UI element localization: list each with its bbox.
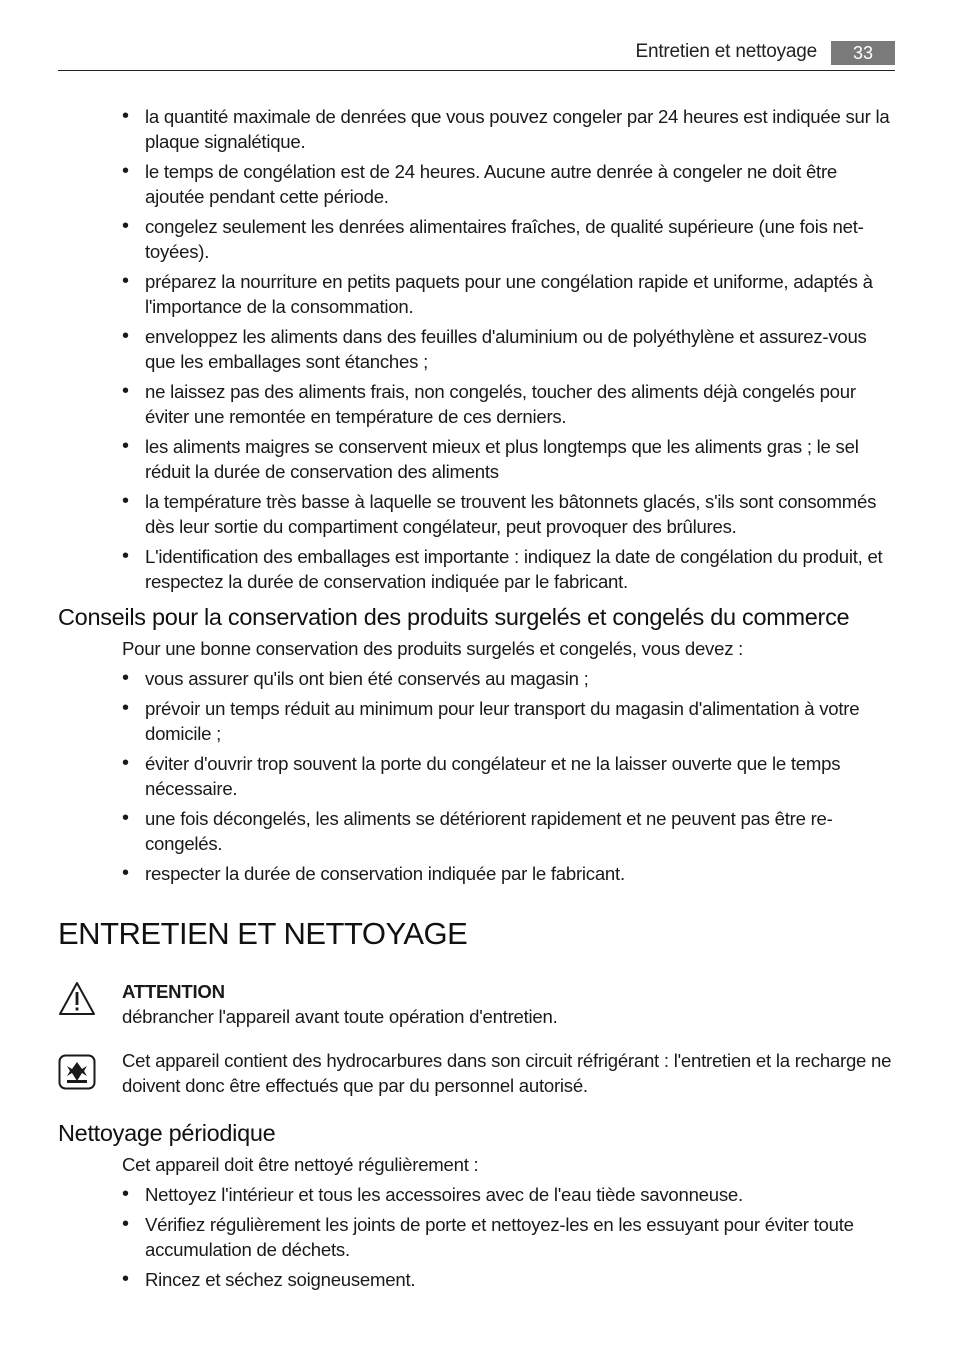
list-item: • enveloppez les aliments dans des feuilles d'aluminium ou de polyéthylène et assurez-vous que les emballages sont étanches ; [122,324,898,374]
attention-label: ATTENTION [122,981,225,1002]
list-item: • Rincez et séchez soigneusement. [122,1267,898,1292]
list-item: • une fois décongelés, les aliments se détériorent rapidement et ne peuvent pas être recongelés. [122,806,898,856]
refrigerant-note [58,1048,898,1098]
list-item: • respecter la durée de conservation indiquée par le fabricant. [122,861,898,886]
list-item: • prévoir un temps réduit au minimum pour leur transport du magasin d'alimentation à votre domicile ; [122,696,898,746]
list-item: • le temps de congélation est de 24 heures. Aucune autre denrée à congeler ne doit être ajoutée pendant cette période. [122,159,898,209]
list-item: • préparez la nourriture en petits paquets pour une congélation rapide et uniforme, adaptés à l'importance de la consommation. [122,269,898,319]
list-item: • L'identification des emballages est importante : indiquez la date de congélation du produit, et respectez la durée de conservation indiquée par le fabricant. [122,544,898,594]
page-number: 33 [831,41,895,65]
list-item: • Nettoyez l'intérieur et tous les accessoires avec de l'eau tiède savonneuse. [122,1182,898,1207]
list-item: • la température très basse à laquelle se trouvent les bâtonnets glacés, s'ils sont consommés dès leur sortie du compartiment congélateur, peut provoquer des brûlures. [122,489,898,539]
page-content [58,104,898,1297]
periodic-cleaning-heading: Nettoyage périodique [58,1120,276,1146]
list-item: • les aliments maigres se conservent mieux et plus longtemps que les aliments gras ; le sel réduit la durée de conservation des aliments [122,434,898,484]
professional-service-icon [58,1054,96,1096]
list-item: • Vérifiez régulièrement les joints de porte et nettoyez-les en les essuyant pour éviter toute accumulation de déchets. [122,1212,898,1262]
periodic-cleaning-intro: Cet appareil doit être nettoyé régulièrement : [122,1154,479,1175]
list-item: • vous assurer qu'ils ont bien été conservés au magasin ; [122,666,898,691]
attention-note [58,979,898,1029]
header-section-title: Entretien et nettoyage [635,41,817,62]
maintenance-heading: ENTRETIEN ET NETTOYAGE [58,916,468,951]
storage-intro: Pour une bonne conservation des produits surgelés et congelés, vous devez : [122,638,744,659]
storage-list [58,666,898,886]
freezing-tips-list [58,104,898,594]
list-item: • la quantité maximale de denrées que vous pouvez congeler par 24 heures est indiquée sur la plaque signalétique. [122,104,898,154]
periodic-cleaning-list [58,1182,898,1292]
refrigerant-text: Cet appareil contient des hydrocarbures dans son circuit réfrigérant : l'entretien et la recharge ne doivent donc être effectués que par du personnel autorisé. [122,1050,892,1096]
storage-section-heading: Conseils pour la conservation des produits surgelés et congelés du commerce [58,604,850,630]
page-header [58,40,895,71]
warning-triangle-icon [58,981,96,1023]
attention-text: débrancher l'appareil avant toute opération d'entretien. [122,1006,558,1027]
list-item: • ne laissez pas des aliments frais, non congelés, toucher des aliments déjà congelés pour éviter une remontée en température de ces derniers. [122,379,898,429]
list-item: • éviter d'ouvrir trop souvent la porte du congélateur et ne la laisser ouverte que le temps nécessaire. [122,751,898,801]
list-item: • congelez seulement les denrées alimentaires fraîches, de qualité supérieure (une fois nettoyées). [122,214,898,264]
